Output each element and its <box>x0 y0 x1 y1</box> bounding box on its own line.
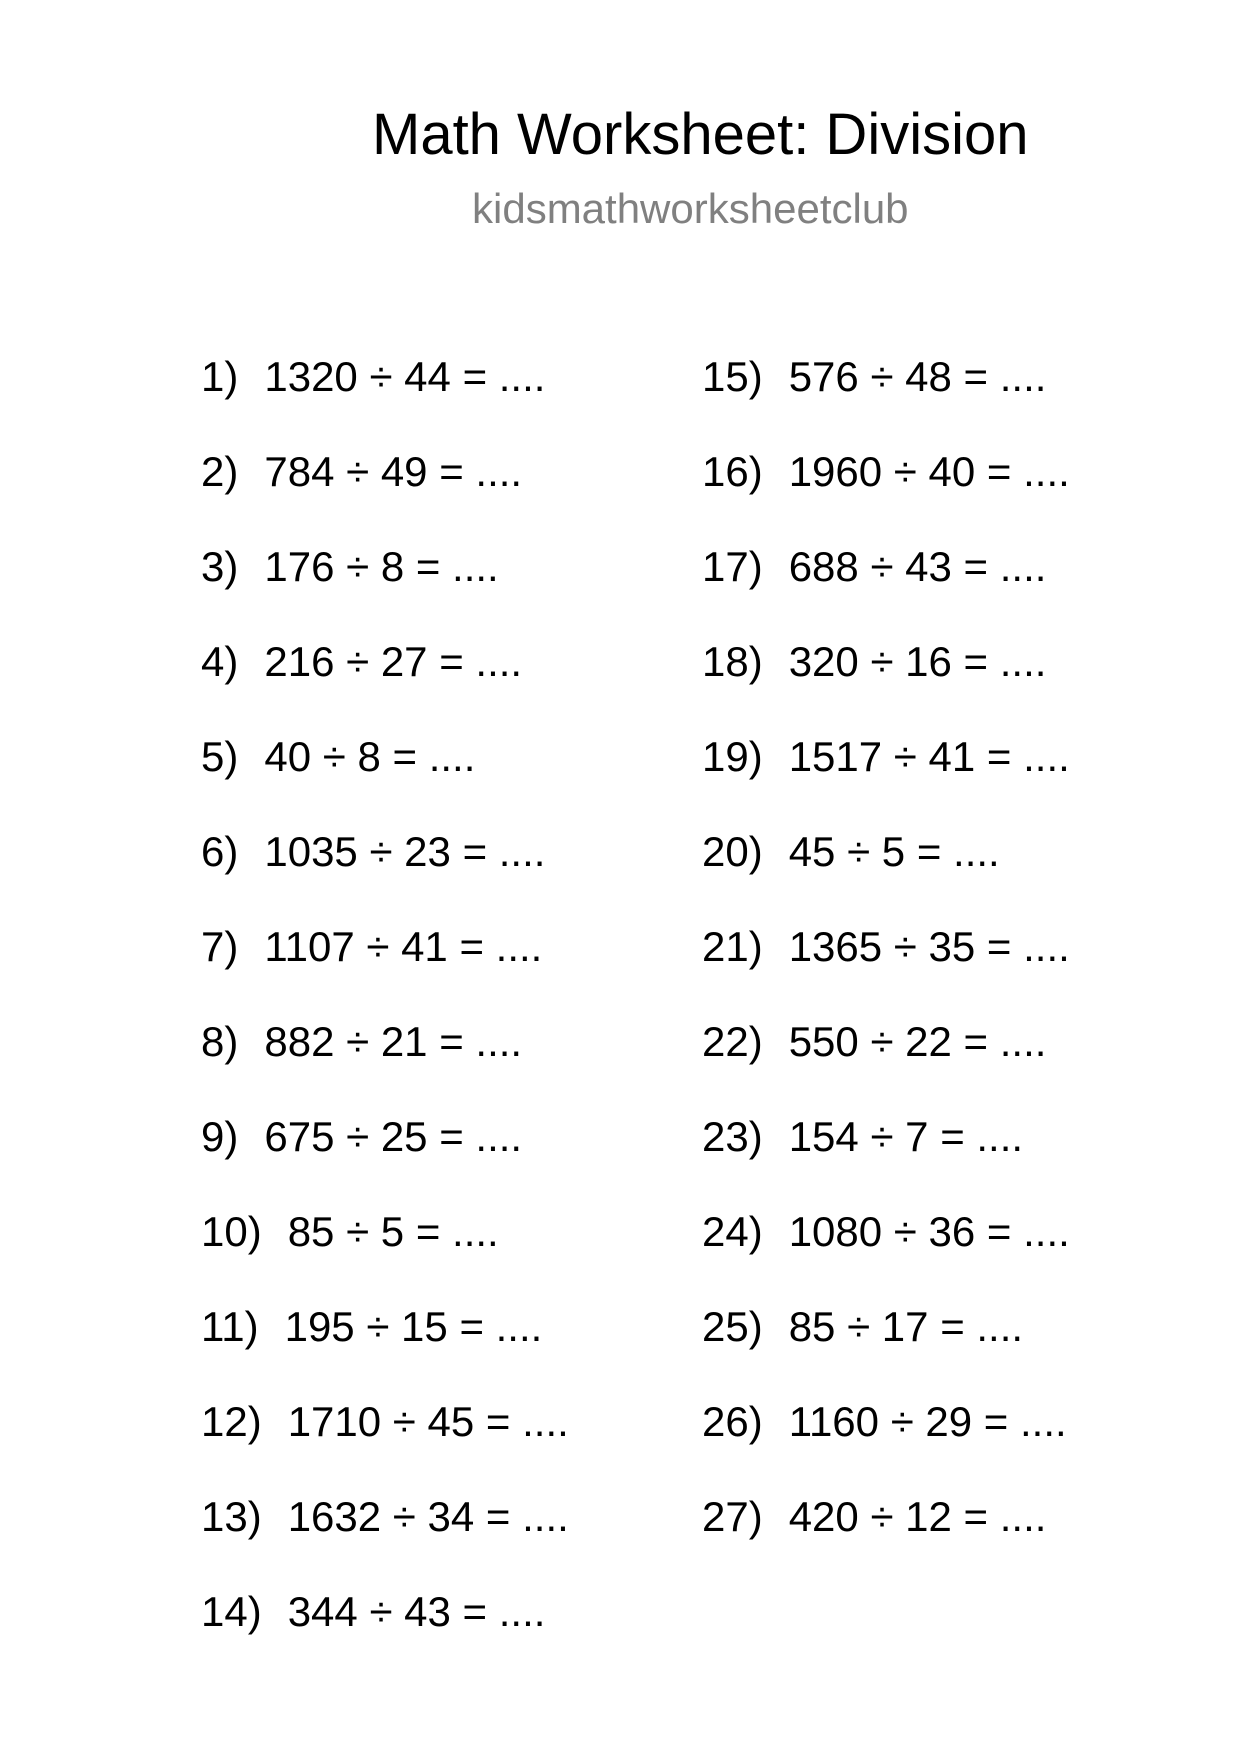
problem-1 <box>201 352 569 447</box>
problem-16 <box>702 447 1070 542</box>
problem-expression: 1365 ÷ 35 = .... <box>788 923 1070 970</box>
problem-expression: 85 ÷ 5 = .... <box>287 1208 499 1255</box>
problem-expression: 688 ÷ 43 = .... <box>788 543 1047 590</box>
problem-number: 13) <box>201 1493 262 1540</box>
problem-expression: 1960 ÷ 40 = .... <box>788 448 1070 495</box>
problem-expression: 420 ÷ 12 = .... <box>788 1493 1047 1540</box>
problem-14 <box>201 1587 569 1682</box>
problem-expression: 176 ÷ 8 = .... <box>264 543 499 590</box>
problem-9 <box>201 1112 569 1207</box>
problem-3 <box>201 542 569 637</box>
problem-21 <box>702 922 1070 1017</box>
problem-number: 22) <box>702 1018 763 1065</box>
problem-number: 4) <box>201 638 239 685</box>
problem-27 <box>702 1492 1070 1587</box>
problem-expression: 1080 ÷ 36 = .... <box>788 1208 1070 1255</box>
problem-expression: 85 ÷ 17 = .... <box>788 1303 1024 1350</box>
problem-number: 10) <box>201 1208 262 1255</box>
problem-17 <box>702 542 1070 637</box>
problem-number: 7) <box>201 923 239 970</box>
problem-7 <box>201 922 569 1017</box>
problem-expression: 154 ÷ 7 = .... <box>788 1113 1024 1160</box>
problem-number: 8) <box>201 1018 239 1065</box>
problem-number: 18) <box>702 638 763 685</box>
problem-number: 11) <box>201 1303 259 1350</box>
problem-expression: 1517 ÷ 41 = .... <box>788 733 1070 780</box>
problem-expression: 576 ÷ 48 = .... <box>788 353 1047 400</box>
worksheet-title: Math Worksheet: Division <box>372 102 1029 167</box>
problem-expression: 675 ÷ 25 = .... <box>264 1113 523 1160</box>
problem-expression: 1160 ÷ 29 = .... <box>788 1398 1067 1445</box>
problem-22 <box>702 1017 1070 1112</box>
problem-number: 25) <box>702 1303 763 1350</box>
problem-expression: 40 ÷ 8 = .... <box>264 733 476 780</box>
problem-expression: 320 ÷ 16 = .... <box>788 638 1047 685</box>
problem-number: 1) <box>201 353 239 400</box>
problem-24 <box>702 1207 1070 1302</box>
problem-15 <box>702 352 1070 447</box>
problem-25 <box>702 1302 1070 1397</box>
problem-number: 21) <box>702 923 763 970</box>
problem-12 <box>201 1397 569 1492</box>
problem-number: 6) <box>201 828 239 875</box>
problem-number: 17) <box>702 543 763 590</box>
problem-expression: 1107 ÷ 41 = .... <box>264 923 543 970</box>
problem-number: 23) <box>702 1113 763 1160</box>
worksheet-subtitle: kidsmathworksheetclub <box>472 185 909 232</box>
problem-8 <box>201 1017 569 1112</box>
problem-column-right <box>702 352 1070 1587</box>
problem-4 <box>201 637 569 732</box>
problem-column-left <box>201 352 569 1682</box>
problem-expression: 882 ÷ 21 = .... <box>264 1018 523 1065</box>
problem-20 <box>702 827 1070 922</box>
problem-5 <box>201 732 569 827</box>
problem-6 <box>201 827 569 922</box>
problem-number: 26) <box>702 1398 763 1445</box>
problem-23 <box>702 1112 1070 1207</box>
problem-2 <box>201 447 569 542</box>
problem-number: 16) <box>702 448 763 495</box>
problem-number: 24) <box>702 1208 763 1255</box>
problem-number: 19) <box>702 733 763 780</box>
problem-expression: 216 ÷ 27 = .... <box>264 638 523 685</box>
problem-number: 9) <box>201 1113 239 1160</box>
problem-expression: 550 ÷ 22 = .... <box>788 1018 1047 1065</box>
problem-number: 5) <box>201 733 239 780</box>
problem-expression: 784 ÷ 49 = .... <box>264 448 523 495</box>
problem-expression: 1035 ÷ 23 = .... <box>264 828 546 875</box>
problem-expression: 344 ÷ 43 = .... <box>287 1588 546 1635</box>
problem-26 <box>702 1397 1070 1492</box>
problem-expression: 45 ÷ 5 = .... <box>788 828 1000 875</box>
problem-number: 12) <box>201 1398 262 1445</box>
problem-number: 2) <box>201 448 239 495</box>
problem-number: 20) <box>702 828 763 875</box>
problem-10 <box>201 1207 569 1302</box>
problem-19 <box>702 732 1070 827</box>
problem-expression: 195 ÷ 15 = .... <box>284 1303 543 1350</box>
problem-18 <box>702 637 1070 732</box>
problem-11 <box>201 1302 569 1397</box>
problem-number: 3) <box>201 543 239 590</box>
problem-13 <box>201 1492 569 1587</box>
problem-expression: 1320 ÷ 44 = .... <box>264 353 546 400</box>
problem-expression: 1632 ÷ 34 = .... <box>287 1493 569 1540</box>
problem-number: 27) <box>702 1493 763 1540</box>
problem-number: 14) <box>201 1588 262 1635</box>
problem-number: 15) <box>702 353 763 400</box>
problem-expression: 1710 ÷ 45 = .... <box>287 1398 569 1445</box>
